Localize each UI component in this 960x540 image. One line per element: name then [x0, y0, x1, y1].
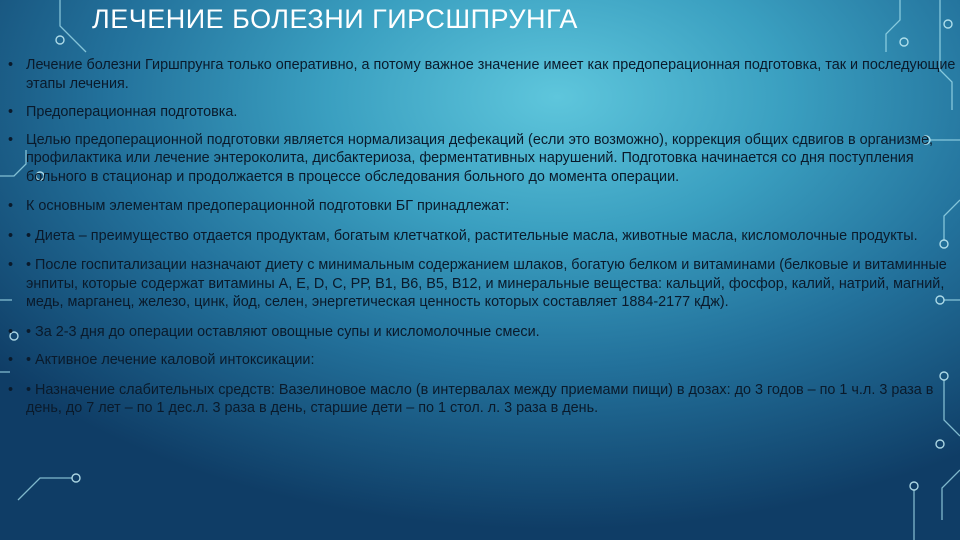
bullet-pre-surgery-diet: • • За 2-3 дня до операции оставляют овощные супы и кисломолочные смеси.	[8, 323, 956, 342]
bullet-diet: • • Диета – преимущество отдается продуктам, богатым клетчаткой, растительные масла, животные масла, кисломолочные продукты.	[8, 227, 956, 246]
bullet-intoxication-treatment: • • Активное лечение каловой интоксикации:	[8, 351, 956, 370]
bullet-preop-elements: • К основным элементам предоперационной подготовки БГ принадлежат:	[8, 197, 956, 216]
bullet-preop-goal: • Целью предоперационной подготовки является нормализация дефекаций (если это возможно), коррекция общих сдвигов в организме, профилактика или лечение энтероколита, дисбактериоза, ферментативных нарушений. Подготовка начинается со дня поступления больного в стационар и продолжается в процессе обследования больного до момента операции.	[8, 131, 956, 187]
bullet-laxatives: • • Назначение слабительных средств: Вазелиновое масло (в интервалах между приемами пищи) в дозах: до 3 годов – по 1 ч.л. 3 раза в день, до 7 лет – по 1 дес.л. 3 раза в день, старшие дети – по 1 стол. л. 3 раза в день.	[8, 381, 956, 418]
bullet-intro: • Лечение болезни Гиршпрунга только оперативно, а потому важное значение имеет как предоперационная подготовка, так и последующие этапы лечения.	[8, 56, 956, 93]
bullet-preop-heading: • Предоперационная подготовка.	[8, 103, 956, 122]
bullet-list	[8, 56, 956, 418]
bullet-post-admission-diet: • • После госпитализации назначают диету с минимальным содержанием шлаков, богатую белком и витаминами (белковые и витаминные энпиты, которые содержат витамины А, Е, D, С, РР, В1, В6, В5, В12, и минеральные вещества: кальций, фосфор, калий, натрий, магний, медь, марганец, железо, цинк, йод, селен, энергетическая ценность которых составляет 1884-2177 кДж).	[8, 256, 956, 312]
slide-title: ЛЕЧЕНИЕ БОЛЕЗНИ ГИРСШПРУНГА	[92, 4, 578, 34]
